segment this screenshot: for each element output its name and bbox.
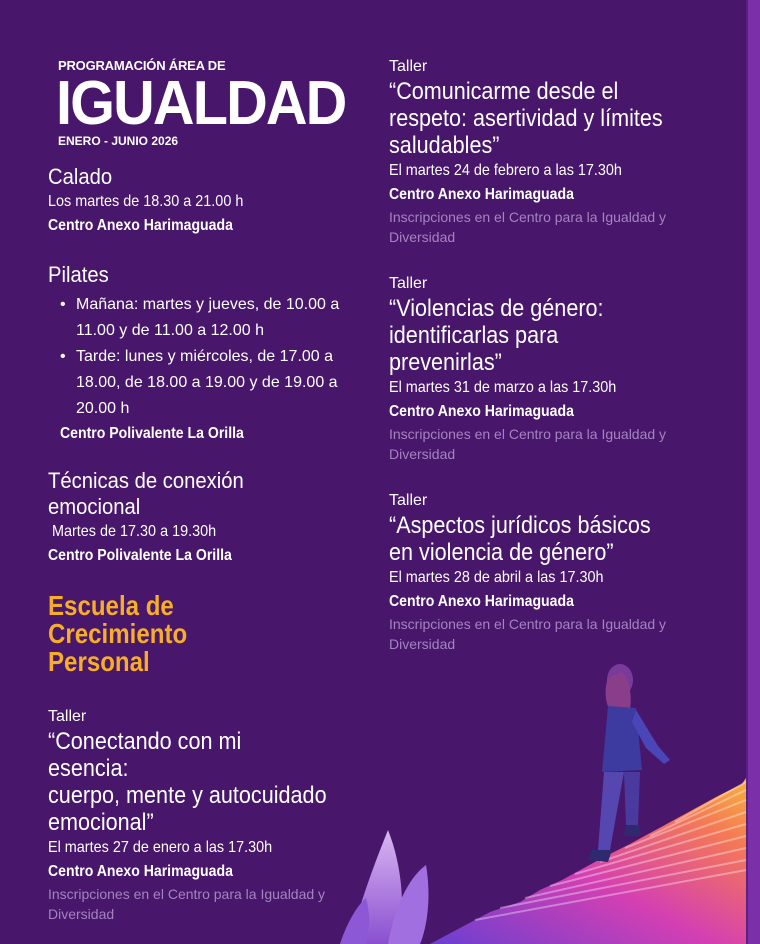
workshop-date: El martes 31 de marzo a las 17.30h	[389, 379, 617, 396]
header-title: IGUALDAD	[56, 69, 346, 138]
workshop-title-line: respeto: asertividad y límites	[389, 105, 663, 132]
workshop-title-line: emocional”	[48, 809, 154, 836]
schedule-line: 20.00 h	[76, 400, 130, 417]
activity-tecnicas	[48, 468, 358, 568]
workshop-note-line: Diversidad	[389, 636, 456, 652]
activity-title-line: emocional	[48, 494, 141, 519]
activity-schedule: Martes de 17.30 a 19.30h	[52, 523, 217, 540]
schedule-line: • Tarde: lunes y miércoles, de 17.00 a	[76, 348, 334, 365]
schedule-line: 18.00, de 18.00 a 19.00 y de 19.00 a	[76, 374, 338, 391]
activity-venue: Centro Polivalente La Orilla	[60, 425, 244, 442]
workshop-kind: Taller	[48, 708, 87, 725]
header	[48, 58, 358, 148]
activity-title-line: Técnicas de conexión	[48, 468, 244, 493]
workshop-note-line: Inscripciones en el Centro para la Igualdad y	[389, 209, 667, 225]
schedule-item-afternoon	[60, 344, 358, 422]
workshop-kind: Taller	[389, 275, 428, 292]
workshop-title-line: “Violencias de género:	[389, 295, 604, 322]
workshop-4	[389, 490, 709, 654]
activity-venue: Centro Anexo Harimaguada	[48, 217, 233, 234]
workshop-title-line: cuerpo, mente y autocuidado	[48, 782, 327, 809]
workshop-title-line: “Conectando con mi esencia:	[48, 728, 242, 782]
workshop-date: El martes 27 de enero a las 17.30h	[48, 839, 273, 856]
stairs-illustration	[340, 650, 760, 944]
header-subtitle: PROGRAMACIÓN ÁREA DE	[58, 58, 226, 73]
activity-title: Calado	[48, 164, 113, 189]
workshop-note-line: Diversidad	[48, 906, 115, 922]
staircase	[430, 778, 746, 944]
schedule-line: 11.00 y de 11.00 a 12.00 h	[76, 322, 265, 339]
crystal-leaves	[340, 830, 428, 944]
activity-calado	[48, 164, 358, 238]
workshop-venue: Centro Anexo Harimaguada	[389, 403, 574, 420]
workshop-2	[389, 56, 709, 247]
workshop-note-line: Inscripciones en el Centro para la Igualdad y	[389, 426, 667, 442]
workshop-title-line: prevenirlas”	[389, 349, 502, 376]
workshop-title-line: “Comunicarme desde el	[389, 78, 619, 105]
schedule-list	[48, 292, 358, 422]
workshop-1	[48, 706, 358, 924]
workshop-kind: Taller	[389, 492, 428, 509]
school-heading	[48, 592, 358, 676]
workshop-note-line: Diversidad	[389, 446, 456, 462]
workshop-venue: Centro Anexo Harimaguada	[389, 593, 574, 610]
workshop-date: El martes 28 de abril a las 17.30h	[389, 569, 604, 586]
workshop-note-line: Diversidad	[389, 229, 456, 245]
left-column	[48, 58, 358, 924]
activity-title: Pilates	[48, 262, 109, 287]
right-column	[389, 56, 709, 654]
workshop-venue: Centro Anexo Harimaguada	[389, 186, 574, 203]
activity-venue: Centro Polivalente La Orilla	[48, 547, 232, 564]
workshop-title-line: en violencia de género”	[389, 539, 614, 566]
workshop-title-line: identificarlas para	[389, 322, 559, 349]
schedule-line: • Mañana: martes y jueves, de 10.00 a	[76, 296, 340, 313]
workshop-venue: Centro Anexo Harimaguada	[48, 863, 233, 880]
school-title-line: Personal	[48, 646, 150, 677]
schedule-item-morning	[60, 292, 358, 344]
header-period: ENERO - JUNIO 2026	[58, 134, 179, 148]
workshop-date: El martes 24 de febrero a las 17.30h	[389, 162, 622, 179]
workshop-title-line: saludables”	[389, 132, 500, 159]
activity-schedule: Los martes de 18.30 a 21.00 h	[48, 193, 244, 210]
workshop-title-line: “Aspectos jurídicos básicos	[389, 512, 651, 539]
workshop-note-line: Inscripciones en el Centro para la Igualdad y	[389, 616, 667, 632]
activity-pilates	[48, 262, 358, 446]
school-title-line: Escuela de Crecimiento	[48, 590, 188, 649]
workshop-note-line: Inscripciones en el Centro para la Igualdad y	[48, 886, 326, 902]
workshop-3	[389, 273, 709, 464]
workshop-kind: Taller	[389, 58, 428, 75]
